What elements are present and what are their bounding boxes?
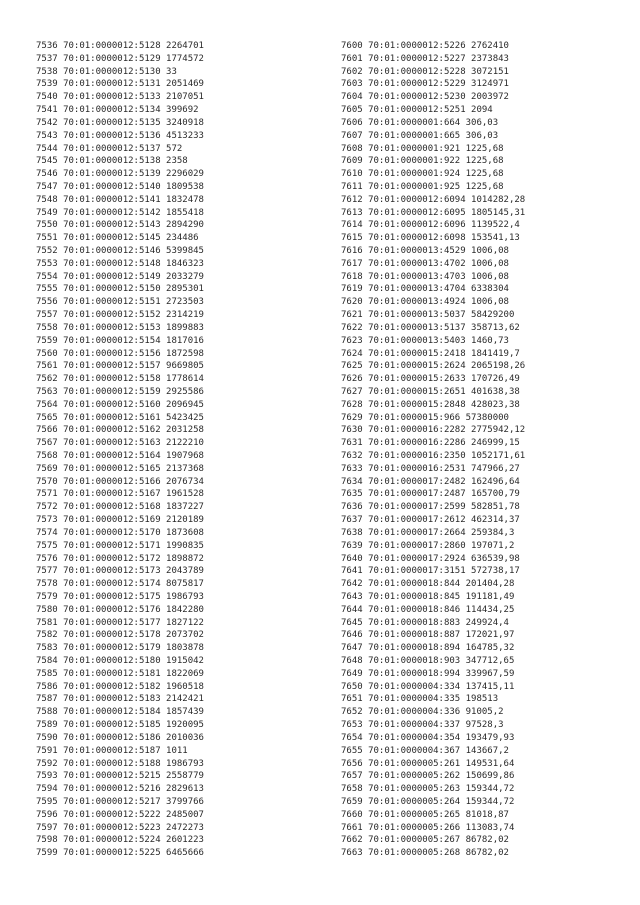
list-item: 7562 70:01:0000012:5158 1778614	[36, 374, 204, 385]
list-item: 7619 70:01:0000013:4704 6338304	[341, 284, 509, 295]
list-item: 7551 70:01:0000012:5145 234486	[36, 233, 199, 244]
list-item: 7589 70:01:0000012:5185 1920095	[36, 720, 204, 731]
list-item: 7566 70:01:0000012:5162 2031258	[36, 425, 204, 436]
list-item: 7603 70:01:0000012:5229 3124971	[341, 79, 509, 90]
list-item: 7610 70:01:0000001:924 1225,68	[341, 169, 504, 180]
list-item: 7613 70:01:0000012:6095 1805145,31	[341, 207, 526, 218]
list-item: 7548 70:01:0000012:5141 1832478	[36, 194, 204, 205]
list-item: 7641 70:01:0000017:3151 572738,17	[341, 566, 520, 577]
list-item: 7661 70:01:0000005:266 113083,74	[341, 822, 515, 833]
list-item: 7614 70:01:0000012:6096 1139522,4	[341, 220, 520, 231]
list-item: 7659 70:01:0000005:264 159344,72	[341, 796, 515, 807]
list-item: 7545 70:01:0000012:5138 2358	[36, 156, 188, 167]
list-item: 7593 70:01:0000012:5215 2558779	[36, 771, 204, 782]
list-item: 7582 70:01:0000012:5178 2073702	[36, 630, 204, 641]
list-item: 7581 70:01:0000012:5177 1827122	[36, 617, 204, 628]
list-item: 7662 70:01:0000005:267 86782,02	[341, 835, 509, 846]
list-item: 7539 70:01:0000012:5131 2051469	[36, 79, 204, 90]
list-item: 7537 70:01:0000012:5129 1774572	[36, 53, 204, 64]
list-item: 7663 70:01:0000005:268 86782,02	[341, 848, 509, 859]
list-item: 7599 70:01:0000012:5225 6465666	[36, 848, 204, 859]
list-item: 7651 70:01:0000004:335 198513	[341, 694, 499, 705]
list-item: 7639 70:01:0000017:2860 197071,2	[341, 540, 515, 551]
list-item: 7572 70:01:0000012:5168 1837227	[36, 502, 204, 513]
list-item: 7578 70:01:0000012:5174 8075817	[36, 579, 204, 590]
left-column	[36, 40, 326, 860]
list-item: 7575 70:01:0000012:5171 1990835	[36, 540, 204, 551]
list-item: 7570 70:01:0000012:5166 2076734	[36, 476, 204, 487]
list-item: 7569 70:01:0000012:5165 2137368	[36, 463, 204, 474]
list-item: 7556 70:01:0000012:5151 2723503	[36, 297, 204, 308]
list-item: 7652 70:01:0000004:336 91005,2	[341, 707, 504, 718]
list-item: 7549 70:01:0000012:5142 1855418	[36, 207, 204, 218]
list-item: 7655 70:01:0000004:367 143667,2	[341, 745, 509, 756]
list-item: 7576 70:01:0000012:5172 1898872	[36, 553, 204, 564]
list-item: 7559 70:01:0000012:5154 1817016	[36, 335, 204, 346]
list-item: 7644 70:01:0000018:846 114434,25	[341, 604, 515, 615]
list-item: 7649 70:01:0000018:994 339967,59	[341, 668, 515, 679]
list-item: 7595 70:01:0000012:5217 3799766	[36, 796, 204, 807]
list-item: 7617 70:01:0000013:4702 1006,08	[341, 258, 509, 269]
list-item: 7538 70:01:0000012:5130 33	[36, 66, 177, 77]
list-item: 7544 70:01:0000012:5137 572	[36, 143, 183, 154]
list-item: 7555 70:01:0000012:5150 2895301	[36, 284, 204, 295]
list-item: 7657 70:01:0000005:262 150699,86	[341, 771, 515, 782]
list-item: 7620 70:01:0000013:4924 1006,08	[341, 297, 509, 308]
list-item: 7547 70:01:0000012:5140 1809538	[36, 181, 204, 192]
list-item: 7602 70:01:0000012:5228 3072151	[341, 66, 509, 77]
list-item: 7627 70:01:0000015:2651 401638,38	[341, 386, 520, 397]
list-item: 7546 70:01:0000012:5139 2296029	[36, 169, 204, 180]
list-item: 7543 70:01:0000012:5136 4513233	[36, 130, 204, 141]
list-item: 7590 70:01:0000012:5186 2010036	[36, 732, 204, 743]
list-item: 7583 70:01:0000012:5179 1803878	[36, 643, 204, 654]
list-item: 7587 70:01:0000012:5183 2142421	[36, 694, 204, 705]
list-item: 7654 70:01:0000004:354 193479,93	[341, 732, 515, 743]
list-item: 7561 70:01:0000012:5157 9669805	[36, 361, 204, 372]
list-item: 7597 70:01:0000012:5223 2472273	[36, 822, 204, 833]
list-item: 7584 70:01:0000012:5180 1915042	[36, 656, 204, 666]
list-item: 7612 70:01:0000012:6094 1014282,28	[341, 194, 526, 205]
list-item: 7577 70:01:0000012:5173 2043789	[36, 566, 204, 577]
list-item: 7611 70:01:0000001:925 1225,68	[341, 181, 504, 192]
list-item: 7565 70:01:0000012:5161 5423425	[36, 412, 204, 423]
list-item: 7626 70:01:0000015:2633 170726,49	[341, 374, 520, 385]
list-item: 7541 70:01:0000012:5134 399692	[36, 105, 199, 116]
list-item: 7609 70:01:0000001:922 1225,68	[341, 156, 504, 167]
list-item: 7624 70:01:0000015:2418 1841419,7	[341, 348, 520, 359]
list-item: 7650 70:01:0000004:334 137415,11	[341, 681, 515, 692]
list-item: 7568 70:01:0000012:5164 1907968	[36, 451, 204, 461]
list-item: 7580 70:01:0000012:5176 1842280	[36, 604, 204, 615]
list-item: 7560 70:01:0000012:5156 1872598	[36, 348, 204, 359]
list-item: 7628 70:01:0000015:2848 428023,38	[341, 399, 520, 410]
list-item: 7616 70:01:0000013:4529 1006,08	[341, 246, 509, 256]
list-item: 7615 70:01:0000012:6098 153541,13	[341, 233, 520, 244]
list-item: 7642 70:01:0000018:844 201404,28	[341, 579, 515, 590]
list-item: 7648 70:01:0000018:903 347712,65	[341, 656, 515, 666]
list-item: 7542 70:01:0000012:5135 3240918	[36, 117, 204, 128]
list-item: 7552 70:01:0000012:5146 5399845	[36, 246, 204, 256]
list-item: 7629 70:01:0000015:966 57380000	[341, 412, 509, 423]
list-item: 7633 70:01:0000016:2531 747966,27	[341, 463, 520, 474]
list-item: 7605 70:01:0000012:5251 2094	[341, 105, 493, 116]
list-item: 7630 70:01:0000016:2282 2775942,12	[341, 425, 526, 436]
right-column	[341, 40, 631, 860]
list-item: 7573 70:01:0000012:5169 2120189	[36, 515, 204, 526]
list-item: 7550 70:01:0000012:5143 2894290	[36, 220, 204, 231]
list-item: 7563 70:01:0000012:5159 2925586	[36, 386, 204, 397]
list-item: 7592 70:01:0000012:5188 1986793	[36, 758, 204, 769]
list-item: 7643 70:01:0000018:845 191181,49	[341, 591, 515, 602]
list-item: 7601 70:01:0000012:5227 2373843	[341, 53, 509, 64]
list-item: 7588 70:01:0000012:5184 1857439	[36, 707, 204, 718]
list-item: 7594 70:01:0000012:5216 2829613	[36, 784, 204, 795]
list-item: 7623 70:01:0000013:5403 1460,73	[341, 335, 509, 346]
list-item: 7574 70:01:0000012:5170 1873608	[36, 527, 204, 538]
list-item: 7540 70:01:0000012:5133 2107051	[36, 92, 204, 103]
list-item: 7636 70:01:0000017:2599 582851,78	[341, 502, 520, 513]
list-item: 7660 70:01:0000005:265 81018,87	[341, 809, 509, 820]
list-item: 7598 70:01:0000012:5224 2601223	[36, 835, 204, 846]
list-item: 7553 70:01:0000012:5148 1846323	[36, 258, 204, 269]
list-item: 7634 70:01:0000017:2482 162496,64	[341, 476, 520, 487]
list-item: 7536 70:01:0000012:5128 2264701	[36, 41, 204, 51]
list-item: 7637 70:01:0000017:2612 462314,37	[341, 515, 520, 526]
list-item: 7618 70:01:0000013:4703 1006,08	[341, 271, 509, 282]
list-item: 7638 70:01:0000017:2664 259384,3	[341, 527, 515, 538]
list-item: 7632 70:01:0000016:2350 1052171,61	[341, 451, 526, 461]
list-item: 7558 70:01:0000012:5153 1899883	[36, 322, 204, 333]
list-item: 7606 70:01:0000001:664 306,03	[341, 117, 499, 128]
list-item: 7658 70:01:0000005:263 159344,72	[341, 784, 515, 795]
list-item: 7557 70:01:0000012:5152 2314219	[36, 310, 204, 321]
list-item: 7631 70:01:0000016:2286 246999,15	[341, 438, 520, 449]
list-item: 7645 70:01:0000018:883 249924,4	[341, 617, 509, 628]
list-item: 7621 70:01:0000013:5037 58429200	[341, 310, 515, 321]
list-item: 7567 70:01:0000012:5163 2122210	[36, 438, 204, 449]
list-item: 7586 70:01:0000012:5182 1960518	[36, 681, 204, 692]
list-item: 7607 70:01:0000001:665 306,03	[341, 130, 499, 141]
list-item: 7571 70:01:0000012:5167 1961528	[36, 489, 204, 500]
list-item: 7625 70:01:0000015:2624 2065198,26	[341, 361, 526, 372]
list-item: 7554 70:01:0000012:5149 2033279	[36, 271, 204, 282]
list-item: 7640 70:01:0000017:2924 636539,98	[341, 553, 520, 564]
list-item: 7585 70:01:0000012:5181 1822069	[36, 668, 204, 679]
list-item: 7653 70:01:0000004:337 97528,3	[341, 720, 504, 731]
list-item: 7656 70:01:0000005:261 149531,64	[341, 758, 515, 769]
list-item: 7591 70:01:0000012:5187 1011	[36, 745, 188, 756]
list-item: 7564 70:01:0000012:5160 2096945	[36, 399, 204, 410]
list-item: 7635 70:01:0000017:2487 165700,79	[341, 489, 520, 500]
list-item: 7596 70:01:0000012:5222 2485007	[36, 809, 204, 820]
list-item: 7608 70:01:0000001:921 1225,68	[341, 143, 504, 154]
list-item: 7647 70:01:0000018:894 164785,32	[341, 643, 515, 654]
list-item: 7600 70:01:0000012:5226 2762410	[341, 41, 509, 51]
list-item: 7646 70:01:0000018:887 172021,97	[341, 630, 515, 641]
list-item: 7622 70:01:0000013:5137 358713,62	[341, 322, 520, 333]
list-item: 7579 70:01:0000012:5175 1986793	[36, 591, 204, 602]
list-item: 7604 70:01:0000012:5230 2003972	[341, 92, 509, 103]
